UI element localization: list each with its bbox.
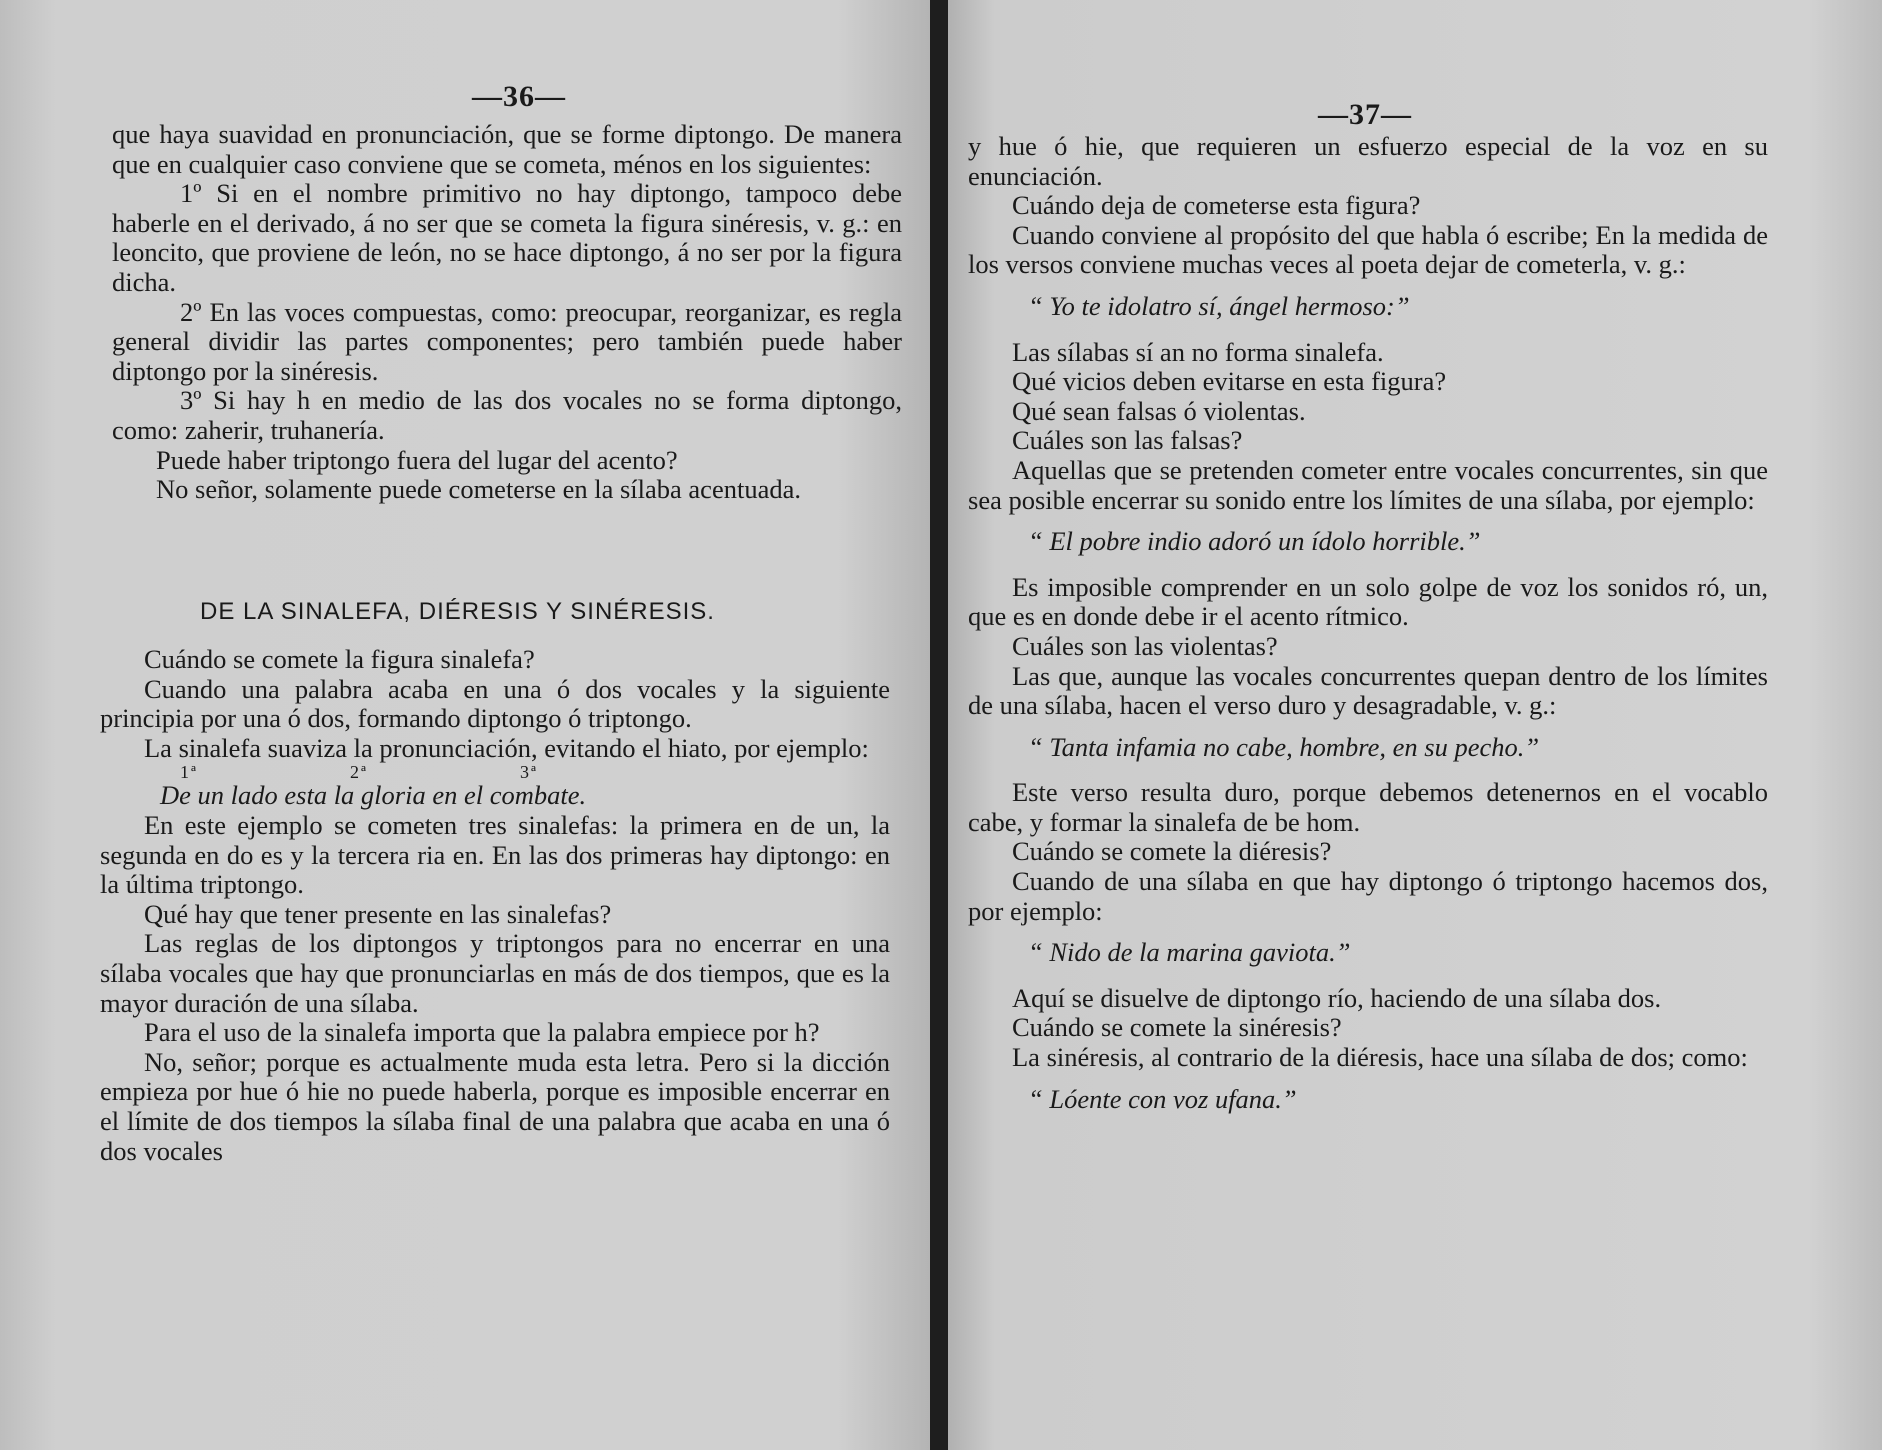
paragraph: Es imposible comprender en un solo golpe de voz los sonidos ró, un, que es en donde debe ir el acento rítmico.: [968, 571, 1768, 632]
paragraph: Las reglas de los diptongos y triptongos para no encerrar en una sílaba vocales que hay que pronunciarlas en más de dos tiempos, que es la mayor duración de una sílaba.: [100, 928, 890, 1018]
paragraph: No, señor; porque es actualmente muda esta letra. Pero si la dicción empieza por hue ó hie no puede haberla, porque es imposible encerrar en el límite de dos tiempos la sílaba final de una palabra que acaba en una ó dos vocales: [100, 1046, 890, 1166]
left-body-top: [112, 120, 902, 505]
left-body-bottom: [100, 645, 890, 1166]
paragraph: Qué vicios deben evitarse en esta figura?: [1012, 366, 1447, 397]
paragraph: Aquí se disuelve de diptongo río, haciendo de una sílaba dos.: [1012, 982, 1662, 1013]
syllable-mark: 1ª: [180, 762, 198, 783]
example-verse: “ Lóente con voz ufana.”: [1028, 1083, 1297, 1114]
syllable-mark: 3ª: [520, 762, 538, 783]
example-verse: “ El pobre indio adoró un ídolo horrible.”: [1028, 526, 1481, 557]
page-number: —37—: [1318, 98, 1412, 131]
right-body: [968, 132, 1768, 1114]
paragraph: Las sílabas sí an no forma sinalefa.: [1012, 336, 1384, 367]
paragraph: Cuando una palabra acaba en una ó dos vocales y la siguiente principia por una ó dos, formando diptongo ó triptongo.: [100, 673, 890, 734]
paragraph: Este verso resulta duro, porque debemos detenernos en el vocablo cabe, y formar la sinalefa de be hom.: [968, 777, 1768, 837]
paragraph: 1º Si en el nombre primitivo no hay diptongo, tampoco debe haberle en el derivado, á no ser que se cometa la figura sinéresis, v. g.: en leoncito, que proviene de león, no se hace diptongo, á no ser por la figura dicha.: [112, 178, 902, 297]
syllable-mark: 2ª: [350, 762, 368, 783]
paragraph: Cuándo se comete la figura sinalefa?: [144, 644, 535, 674]
paragraph: No señor, solamente puede cometerse en la sílaba acentuada.: [156, 474, 801, 505]
paragraph: En este ejemplo se cometen tres sinalefas: la primera en de un, la segunda en do es y la tercera ria en. En las dos primeras hay diptongo: en la última triptongo.: [100, 809, 890, 900]
verse-syllable-marks: [100, 763, 890, 781]
paragraph: Qué hay que tener presente en las sinalefas?: [144, 898, 612, 929]
example-verse: “ Yo te idolatro sí, ángel hermoso:”: [1028, 290, 1410, 321]
paragraph: Las que, aunque las vocales concurrentes quepan dentro de los límites de una sílaba, hacen el verso duro y desagradable, v. g.:: [968, 660, 1768, 721]
paragraph: Cuándo deja de cometerse esta figura?: [1012, 190, 1421, 221]
paragraph: Cuando de una sílaba en que hay diptongo ó triptongo hacemos dos, por ejemplo:: [968, 866, 1768, 926]
paragraph: y hue ó hie, que requieren un esfuerzo especial de la voz en su enunciación.: [968, 131, 1768, 191]
paragraph: Cuáles son las falsas?: [1012, 425, 1243, 456]
example-verse: “ Nido de la marina gaviota.”: [1028, 937, 1351, 968]
paragraph: Qué sean falsas ó violentas.: [1012, 395, 1306, 426]
right-page: [948, 0, 1882, 1450]
paragraph: Cuándo se comete la sinéresis?: [1012, 1012, 1342, 1043]
book-gutter: [930, 0, 948, 1450]
paragraph: Cuáles son las violentas?: [1012, 630, 1278, 661]
example-verse: “ Tanta infamia no cabe, hombre, en su pecho.”: [1028, 731, 1540, 762]
paragraph: Cuando conviene al propósito del que habla ó escribe; En la medida de los versos conviene muchas veces al poeta dejar de cometerla, v. g.:: [968, 219, 1768, 280]
paragraph: que haya suavidad en pronunciación, que se forme diptongo. De manera que en cualquier caso conviene que se cometa, ménos en los siguientes:: [112, 119, 902, 179]
left-page: [0, 0, 930, 1450]
paragraph: 2º En las voces compuestas, como: preocupar, reorganizar, es regla general dividir las partes componentes; pero también puede haber diptongo por la sinéresis.: [112, 296, 902, 386]
paragraph: Cuándo se comete la diéresis?: [1012, 836, 1332, 867]
section-heading: DE LA SINALEFA, DIÉRESIS Y SINÉRESIS.: [200, 598, 715, 625]
paragraph: Aquellas que se pretenden cometer entre vocales concurrentes, sin que sea posible encerrar su sonido entre los límites de una sílaba, por ejemplo:: [968, 454, 1768, 515]
paragraph: 3º Si hay h en medio de las dos vocales no se forma diptongo, como: zaherir, truhanería.: [112, 385, 902, 445]
paragraph: Puede haber triptongo fuera del lugar del acento?: [156, 444, 678, 475]
example-verse: De un lado esta la gloria en el combate.: [160, 780, 587, 811]
paragraph: Para el uso de la sinalefa importa que la palabra empiece por h?: [144, 1017, 820, 1048]
page-number: —36—: [472, 80, 566, 113]
paragraph: La sinalefa suaviza la pronunciación, evitando el hiato, por ejemplo:: [144, 732, 869, 763]
paragraph: La sinéresis, al contrario de la diéresis, hace una sílaba de dos; como:: [1012, 1042, 1748, 1073]
